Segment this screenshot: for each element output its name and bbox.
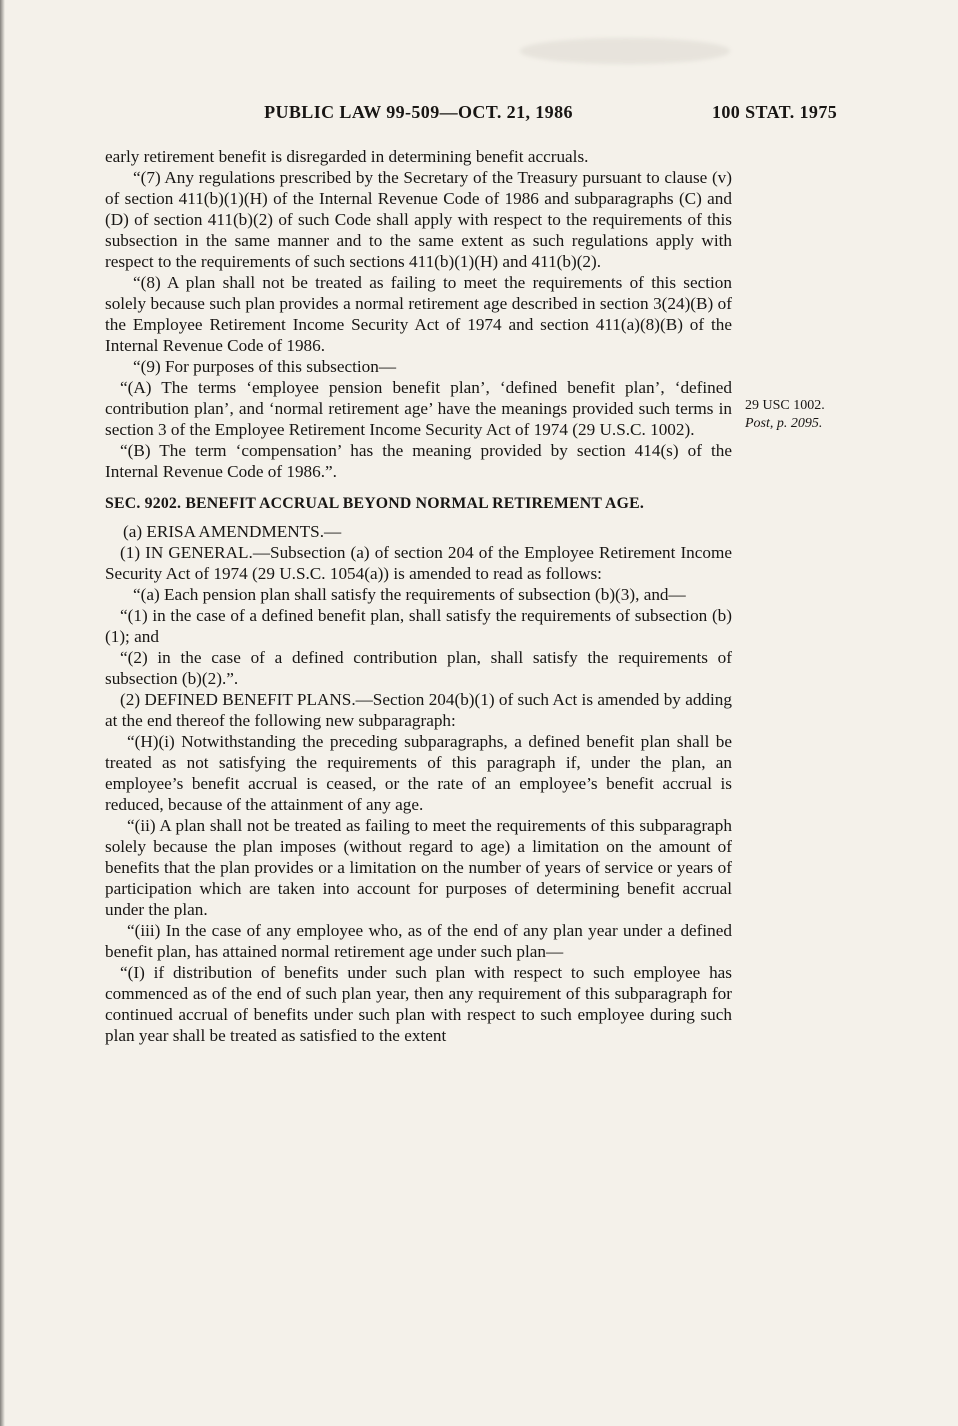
paragraph: “(H)(i) Notwithstanding the preceding subparagraphs, a defined benefit plan shall be treated as not satisfying the requirements of this paragraph if, under the plan, an employee’s benefit accrual is ceased, or the rate of an employee’s benefit accrual is reduced, because of the attainment of any age. <box>105 732 732 814</box>
paragraph: (a) ERISA AMENDMENTS.— <box>123 522 342 541</box>
paragraph: “(I) if distribution of benefits under such plan with respect to such employee has commenced as of the end of such plan year, then any requirement of this subparagraph for continued accrual of benefits under such plan with respect to such employee during such plan year shall be treated as satisfied to the extent <box>105 963 732 1045</box>
scan-edge-artifact <box>0 0 5 1426</box>
paragraph: “(2) in the case of a defined contribution plan, shall satisfy the requirements of subsection (b)(2).”. <box>105 648 732 688</box>
paragraph: “(ii) A plan shall not be treated as failing to meet the requirements of this subparagraph solely because the plan imposes (without regard to age) a limitation on the amount of benefits that the plan provides or a limitation on the number of years of service or years of participation which are taken into account for purposes of determining benefit accrual under the plan. <box>105 816 732 919</box>
statute-text-column <box>105 146 732 1046</box>
paragraph: “(A) The terms ‘employee pension benefit plan’, ‘defined benefit plan’, ‘defined contribution plan’, and ‘normal retirement age’ have the meanings provided such terms in section 3 of the Employee Retirement Income Security Act of 1974 (29 U.S.C. 1002). <box>105 378 732 439</box>
margin-note-citation: 29 USC 1002. <box>745 398 825 413</box>
paragraph: early retirement benefit is disregarded in determining benefit accruals. <box>105 147 589 166</box>
margin-note-post-ref: Post, p. 2095. <box>745 416 823 431</box>
paragraph: “(1) in the case of a defined benefit plan, shall satisfy the requirements of subsection (b)(1); and <box>105 606 732 646</box>
paragraph: “(iii) In the case of any employee who, as of the end of any plan year under a defined benefit plan, has attained normal retirement age under such plan— <box>105 921 732 961</box>
paragraph: (2) DEFINED BENEFIT PLANS.—Section 204(b)(1) of such Act is amended by adding at the end thereof the following new subparagraph: <box>105 690 732 730</box>
paragraph: (1) IN GENERAL.—Subsection (a) of section 204 of the Employee Retirement Income Security Act of 1974 (29 U.S.C. 1054(a)) is amended to read as follows: <box>105 543 732 583</box>
paragraph: “(8) A plan shall not be treated as failing to meet the requirements of this section solely because such plan provides a normal retirement age described in section 3(24)(B) of the Employee Retirement Income Security Act of 1974 and section 411(a)(8)(B) of the Internal Revenue Code of 1986. <box>105 273 732 355</box>
paragraph: “(a) Each pension plan shall satisfy the requirements of subsection (b)(3), and— <box>133 585 686 604</box>
paragraph: “(9) For purposes of this subsection— <box>133 357 397 376</box>
section-heading: SEC. 9202. BENEFIT ACCRUAL BEYOND NORMAL RETIREMENT AGE. <box>105 495 645 512</box>
page-header-law: PUBLIC LAW 99-509—OCT. 21, 1986 <box>264 102 573 122</box>
paragraph: “(B) The term ‘compensation’ has the meaning provided by section 414(s) of the Internal Revenue Code of 1986.”. <box>105 441 732 481</box>
paragraph: “(7) Any regulations prescribed by the Secretary of the Treasury pursuant to clause (v) of section 411(b)(1)(H) of the Internal Revenue Code of 1986 and subparagraphs (C) and (D) of section 411(b)(2) of such Code shall apply with respect to the requirements of this subsection in the same manner and to the same extent as such regulations apply with respect to the requirements of such sections 411(b)(1)(H) and 411(b)(2). <box>105 168 732 271</box>
scan-smudge-artifact <box>520 38 730 64</box>
page-header-stat: 100 STAT. 1975 <box>712 102 838 122</box>
margin-note <box>745 397 875 433</box>
